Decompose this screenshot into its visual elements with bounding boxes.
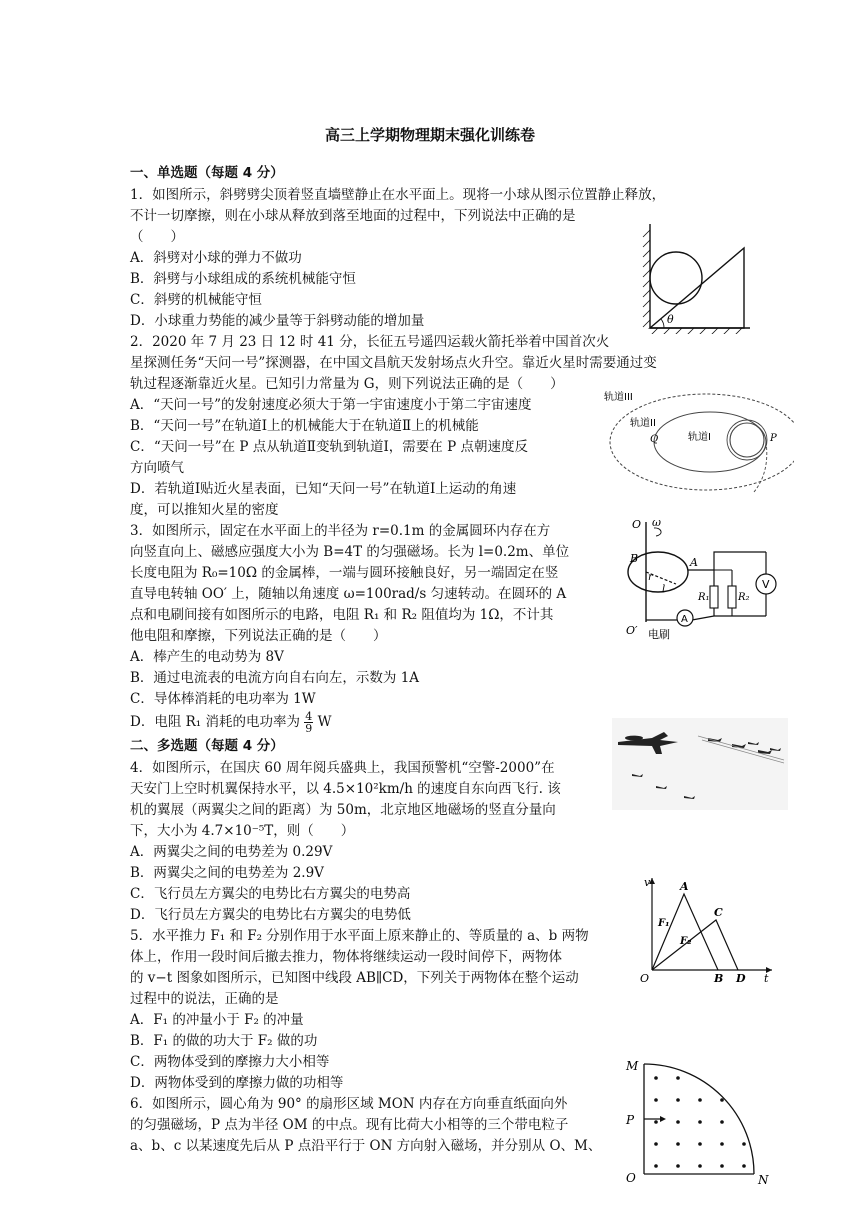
q5-vt-graph	[636, 872, 780, 984]
q3-label-r1: R₁	[698, 592, 710, 603]
q1-line: 1．如图所示，斜劈劈尖顶着竖直墙壁静止在水平面上。现将一小球从图示位置静止释放，	[130, 187, 666, 203]
q2-point-p: P	[770, 433, 777, 444]
q5-label-f2: F₂	[680, 936, 692, 947]
q3-label-l: l	[662, 584, 666, 595]
q5-line: 的 v−t 图象如图所示，已知图中线段 AB∥CD，下列关于两物体在整个运动	[130, 970, 579, 986]
q2-orbit-figure	[598, 384, 794, 500]
q1-option-d: D．小球重力势能的减少量等于斜劈动能的增加量	[130, 313, 425, 329]
q1-option-c: C．斜劈的机械能守恒	[130, 292, 262, 308]
q2-point-q: Q	[650, 434, 659, 445]
q5-option-a: A．F₁ 的冲量小于 F₂ 的冲量	[130, 1012, 304, 1028]
q3-option-d	[130, 710, 331, 734]
q3-label-r2: R₂	[738, 592, 750, 603]
q3-label-brush: 电刷	[648, 628, 670, 641]
q3-label-r: r	[648, 572, 653, 583]
q3-line: 长度电阻为 R₀=10Ω 的金属棒，一端与圆环接触良好，另一端固定在竖	[130, 565, 559, 581]
q3-voltmeter-label: V	[762, 578, 770, 591]
fraction-denominator: 9	[305, 722, 313, 735]
q5-option-c: C．两物体受到的摩擦力大小相等	[130, 1054, 330, 1070]
q3-fraction	[304, 711, 313, 734]
q6-line: 的匀强磁场，P 点为半径 OM 的中点。现有比荷大小相等的三个带电粒子	[130, 1117, 569, 1133]
q4-option-c: C．飞行员左方翼尖的电势比右方翼尖的电势高	[130, 886, 411, 902]
q4-line: 天安门上空时机翼保持水平，以 4.5×10²km/h 的速度自东向西飞行. 该	[130, 781, 561, 797]
q1-option-a: A．斜劈对小球的弹力不做功	[130, 250, 302, 266]
q6-line: 6．如图所示，圆心角为 90° 的扇形区域 MON 内存在方向垂直纸面向外	[130, 1096, 568, 1112]
q3-label-b: B	[630, 552, 639, 565]
q2-orbit3-label: 轨道III	[604, 392, 633, 403]
q3-circuit-figure	[618, 512, 788, 642]
q4-line: 4．如图所示，在国庆 60 周年阅兵盛典上，我国预警机“空警-2000”在	[130, 760, 555, 776]
q1-theta-label: θ	[667, 313, 674, 326]
q5-line: 5．水平推力 F₁ 和 F₂ 分别作用于水平面上原来静止的、等质量的 a、b 两物	[130, 928, 589, 944]
q2-option-b: B．“天问一号”在轨道Ⅰ上的机械能大于在轨道Ⅱ上的机械能	[130, 418, 479, 434]
q3-option-c: C．导体棒消耗的电功率为 1W	[130, 691, 316, 707]
q3-ammeter-label: A	[681, 614, 688, 625]
q5-axis-t: t	[764, 972, 769, 984]
q5-label-f1: F₁	[658, 918, 670, 929]
page-title: 高三上学期物理期末强化训练卷	[324, 126, 535, 144]
q4-line: 下，大小为 4.7×10⁻⁵T，则（ ）	[130, 823, 355, 839]
q3-label-omega: ω	[652, 516, 661, 529]
q5-option-b: B．F₁ 的做的功大于 F₂ 做的功	[130, 1033, 318, 1049]
q6-point-n: N	[758, 1173, 769, 1187]
q2-line: 轨过程逐渐靠近火星。已知引力常量为 G，则下列说法正确的是（ ）	[130, 376, 564, 392]
q3-label-a: A	[690, 556, 698, 569]
q6-point-o: O	[626, 1171, 636, 1185]
q3-line: 直导电转轴 OO′ 上，随轴以角速度 ω=100rad/s 匀速转动。在圆环的 A	[130, 586, 567, 602]
q3-label-o: O	[632, 518, 642, 531]
q6-sector-figure	[620, 1050, 780, 1190]
q3-line: 他电阻和摩擦，下列说法正确的是（ ）	[130, 628, 387, 644]
q3-option-b: B．通过电流表的电流方向自右向左，示数为 1A	[130, 670, 420, 686]
q5-origin: O	[640, 972, 650, 984]
fraction-numerator: 4	[305, 710, 313, 723]
q3-line: 点和电刷间接有如图所示的电路，电阻 R₁ 和 R₂ 阻值均为 1Ω，不计其	[130, 607, 554, 623]
q5-point-d: D	[736, 972, 746, 984]
q3-label-o2: O′	[626, 624, 638, 637]
q3-option-d-text: D．电阻 R₁ 消耗的电功率为	[130, 714, 300, 730]
q4-option-a: A．两翼尖之间的电势差为 0.29V	[130, 844, 333, 860]
q4-option-d: D．飞行员左方翼尖的电势比右方翼尖的电势低	[130, 907, 411, 923]
q1-line: 不计一切摩擦，则在小球从释放到落至地面的过程中，下列说法中正确的是	[130, 208, 576, 224]
q2-option-d: D．若轨道Ⅰ贴近火星表面，已知“天问一号”在轨道Ⅰ上运动的角速	[130, 481, 517, 497]
q5-option-d: D．两物体受到的摩擦力做的功相等	[130, 1075, 344, 1091]
q2-option-c: C．“天问一号”在 P 点从轨道Ⅱ变轨到轨道Ⅰ，需要在 P 点朝速度反	[130, 439, 528, 455]
q2-option-d: 度，可以推知火星的密度	[130, 502, 279, 518]
q3-option-d-unit: W	[317, 714, 332, 730]
q2-line: 星探测任务“天问一号”探测器，在中国文昌航天发射场点火升空。靠近火星时需要通过变	[130, 355, 657, 371]
q2-option-a: A．“天问一号”的发射速度必须大于第一宇宙速度小于第二宇宙速度	[130, 397, 532, 413]
q4-aircraft-photo	[612, 718, 788, 810]
q5-axis-v: v	[644, 876, 651, 889]
q2-orbit2-label: 轨道II	[630, 418, 656, 429]
q5-point-b: B	[714, 972, 724, 984]
q3-line: 向竖直向上、磁感应强度大小为 B=4T 的匀强磁场。长为 l=0.2m、单位	[130, 544, 570, 560]
q3-line: 3．如图所示，固定在水平面上的半径为 r=0.1m 的金属圆环内存在方	[130, 523, 551, 539]
q5-point-a: A	[680, 880, 689, 893]
q6-point-m: M	[626, 1059, 639, 1073]
q4-line: 机的翼展（两翼尖之间的距离）为 50m，北京地区地磁场的竖直分量向	[130, 802, 556, 818]
q5-line: 过程中的说法，正确的是	[130, 991, 279, 1007]
q1-line: （ ）	[130, 229, 184, 245]
q2-option-c: 方向喷气	[130, 460, 184, 476]
q4-option-b: B．两翼尖之间的电势差为 2.9V	[130, 865, 324, 881]
section-heading-single: 一、单选题（每题 4 分）	[130, 165, 284, 181]
q2-line: 2．2020 年 7 月 23 日 12 时 41 分，长征五号遥四运载火箭托举着中国首次火	[130, 334, 610, 350]
q5-point-c: C	[714, 906, 723, 919]
q5-line: 体上，作用一段时间后撤去推力，物体将继续运动一段时间停下，两物体	[130, 949, 562, 965]
section-heading-multi: 二、多选题（每题 4 分）	[130, 738, 284, 754]
q3-option-a: A．棒产生的电动势为 8V	[130, 649, 284, 665]
q6-line: a、b、c 以某速度先后从 P 点沿平行于 ON 方向射入磁场，并分别从 O、M、	[130, 1138, 602, 1154]
q6-point-p: P	[626, 1113, 635, 1127]
q1-wedge-figure	[640, 222, 752, 334]
q1-option-b: B．斜劈与小球组成的系统机械能守恒	[130, 271, 356, 287]
q2-orbit1-label: 轨道I	[688, 432, 711, 443]
